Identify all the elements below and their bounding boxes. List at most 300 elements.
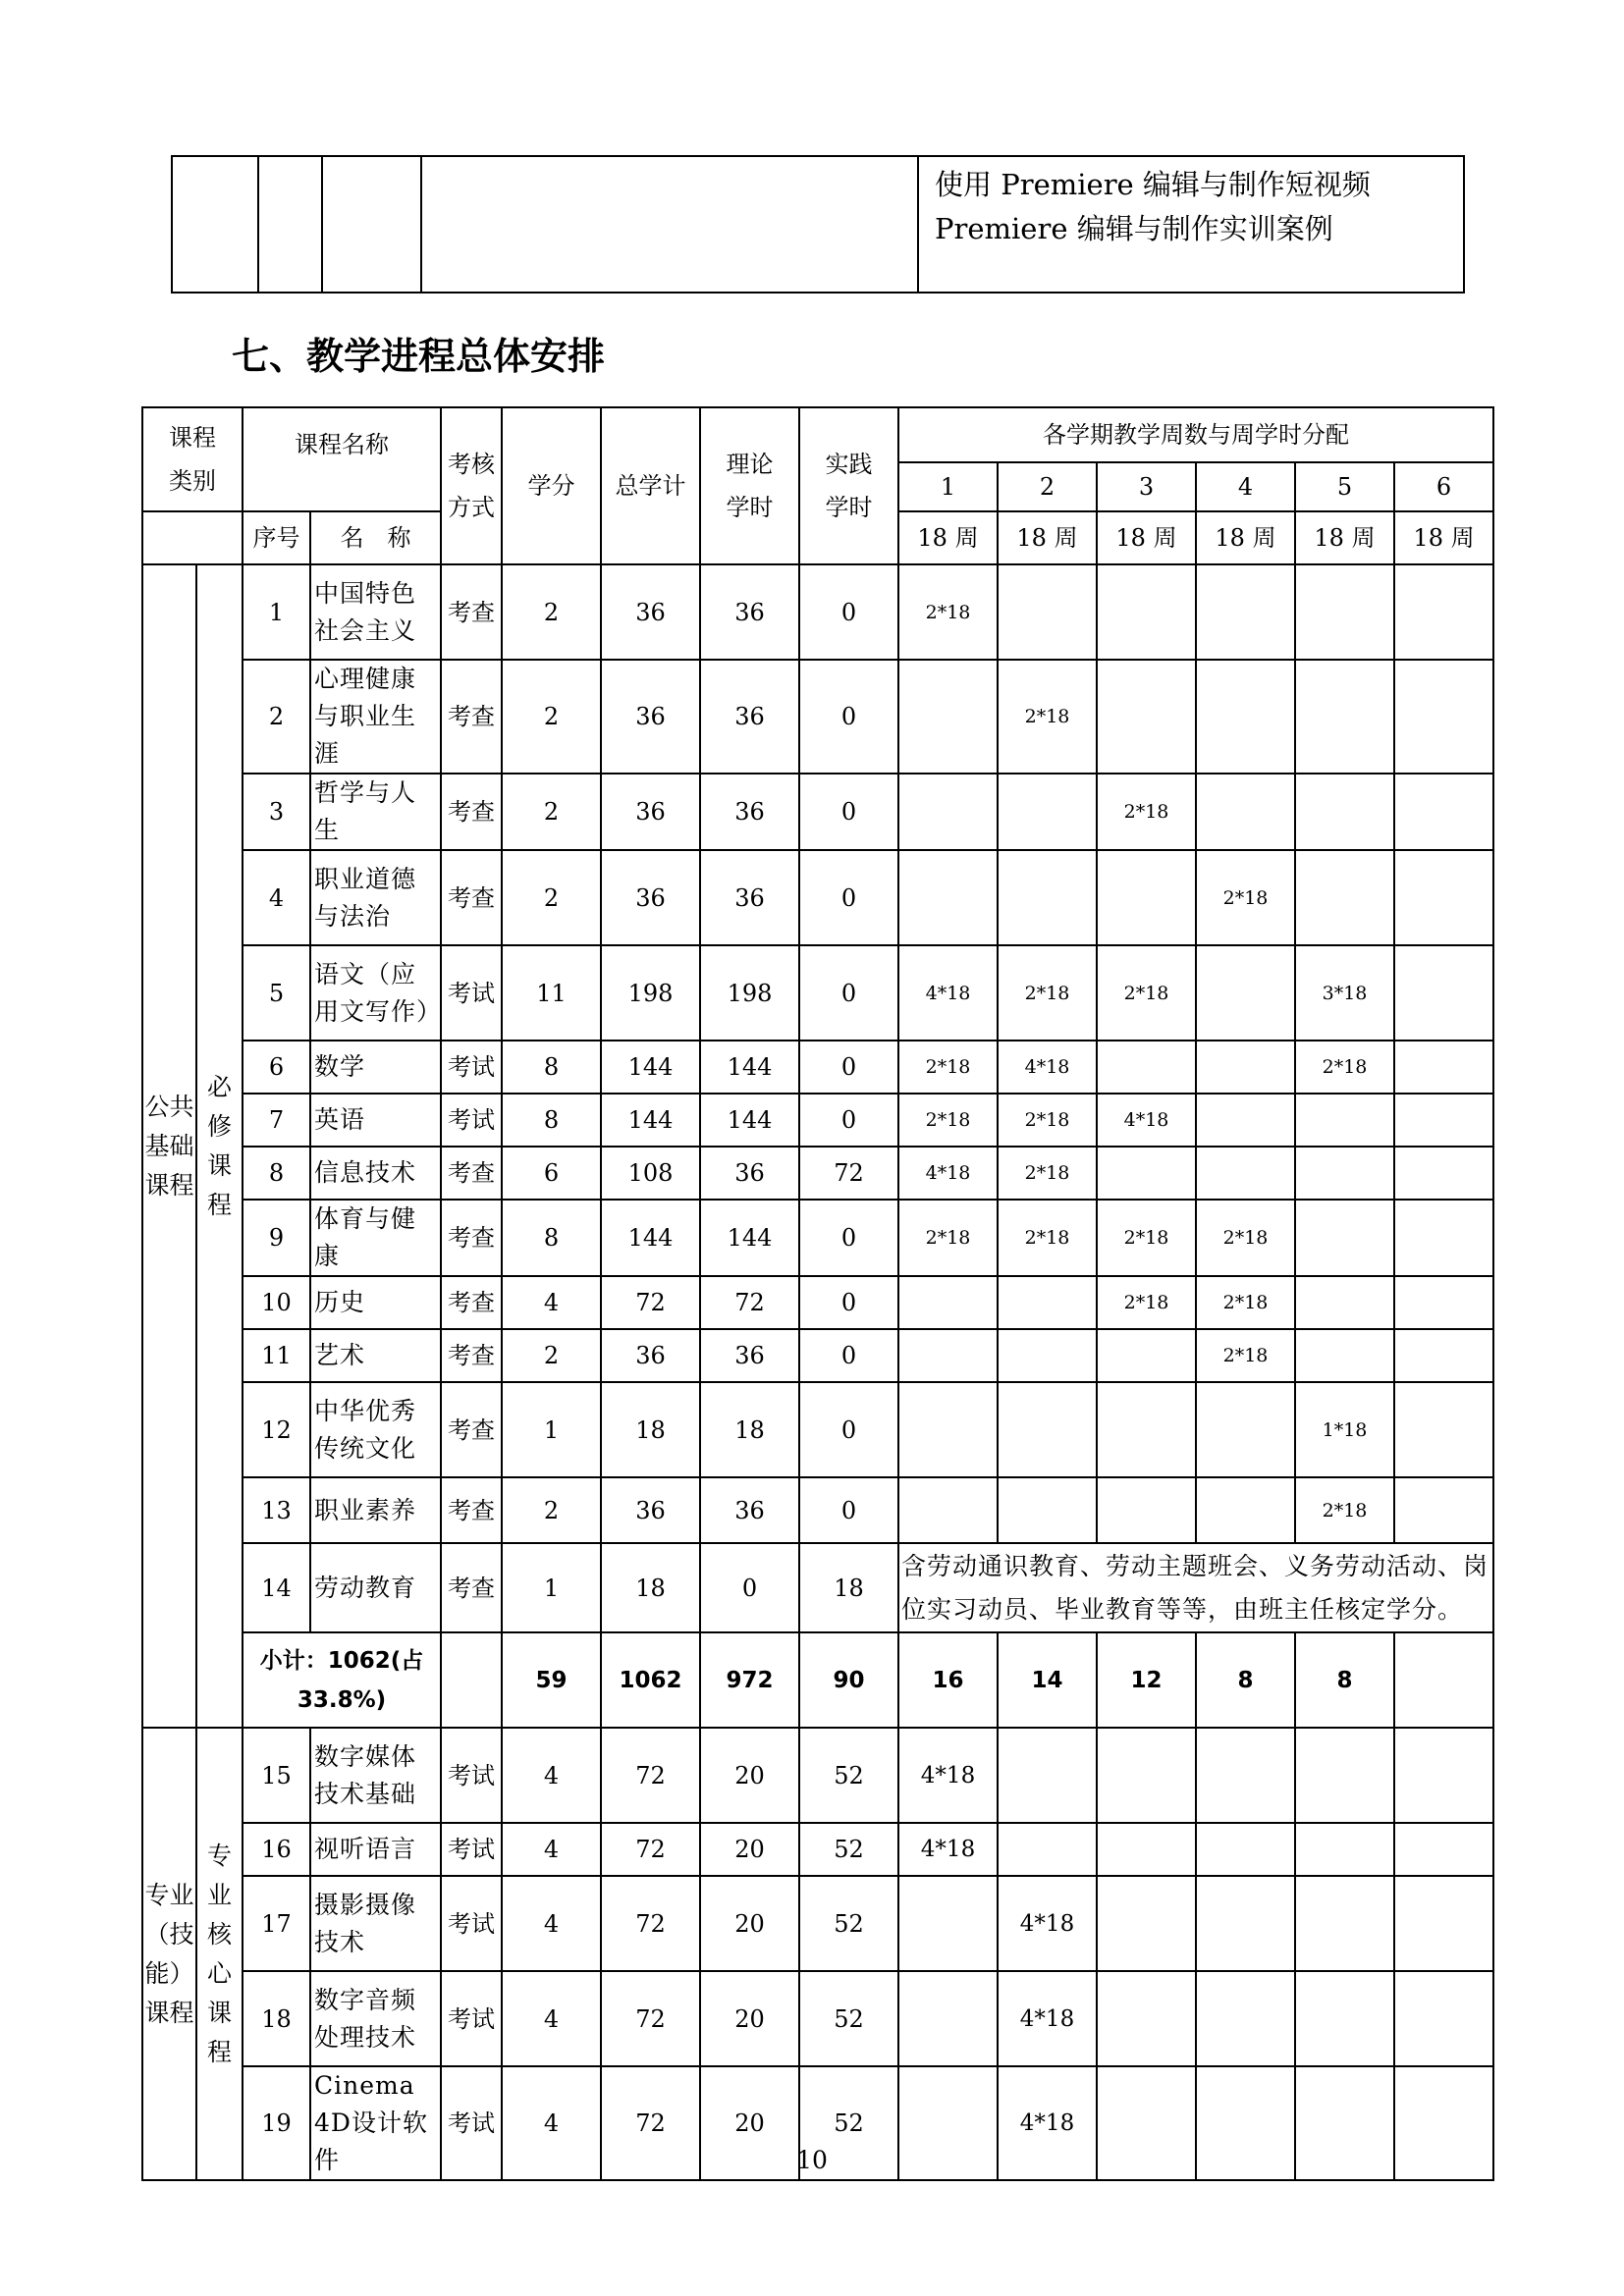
teaching-schedule-table <box>141 406 1494 2181</box>
header-theory-text: 理论学时 <box>726 451 774 521</box>
course-name: 数字音频处理技术 <box>310 1971 441 2066</box>
header-practice-hours <box>799 407 898 564</box>
subtotal-semester: 8 <box>1295 1632 1394 1728</box>
semester-allocation: 2*18 <box>1097 1200 1196 1276</box>
semester-allocation: 2*18 <box>1295 1477 1394 1543</box>
table-row <box>142 1041 1493 1094</box>
header-semester: 4 <box>1196 462 1295 511</box>
table-row <box>142 1329 1493 1382</box>
course-name: 数学 <box>310 1041 441 1094</box>
semester-allocation <box>898 1276 998 1329</box>
semester-allocation <box>998 1477 1097 1543</box>
credits: 2 <box>502 564 601 660</box>
total-hours: 36 <box>601 1329 700 1382</box>
course-name: 哲学与人生 <box>310 774 441 850</box>
theory-hours: 36 <box>700 1329 799 1382</box>
exam-type: 考查 <box>441 1329 502 1382</box>
credits: 4 <box>502 1876 601 1971</box>
semester-allocation <box>898 850 998 945</box>
credits: 2 <box>502 774 601 850</box>
total-hours: 198 <box>601 945 700 1041</box>
credits: 4 <box>502 1728 601 1823</box>
theory-hours: 20 <box>700 1823 799 1876</box>
empty-cell <box>172 156 258 293</box>
total-hours: 36 <box>601 850 700 945</box>
table-row <box>142 660 1493 774</box>
header-practice-text: 实践学时 <box>825 451 873 521</box>
category-cell-text: 专业（技能）课程 <box>144 1880 194 2027</box>
theory-hours: 20 <box>700 1728 799 1823</box>
semester-allocation: 4*18 <box>898 1728 998 1823</box>
course-name: 摄影摄像技术 <box>310 1876 441 1971</box>
credits: 1 <box>502 1543 601 1632</box>
course-no: 8 <box>243 1147 310 1200</box>
semester-allocation: 1*18 <box>1295 1382 1394 1477</box>
semester-allocation <box>1097 1382 1196 1477</box>
table-row <box>142 1876 1493 1971</box>
practice-hours: 0 <box>799 1094 898 1147</box>
exam-type: 考查 <box>441 1200 502 1276</box>
category-cell <box>142 564 196 1728</box>
total-hours: 72 <box>601 1728 700 1823</box>
semester-allocation <box>1097 1823 1196 1876</box>
semester-allocation: 2*18 <box>898 564 998 660</box>
credits: 4 <box>502 1823 601 1876</box>
course-name: 体育与健康 <box>310 1200 441 1276</box>
semester-allocation <box>1097 1477 1196 1543</box>
practice-hours: 0 <box>799 1329 898 1382</box>
content-cell <box>918 156 1464 293</box>
subtotal-total: 1062 <box>601 1632 700 1728</box>
theory-hours: 144 <box>700 1200 799 1276</box>
course-name: 劳动教育 <box>310 1543 441 1632</box>
header-semester: 1 <box>898 462 998 511</box>
exam-type: 考查 <box>441 1543 502 1632</box>
credits: 2 <box>502 660 601 774</box>
table-row <box>142 1147 1493 1200</box>
subtotal-semester: 14 <box>998 1632 1097 1728</box>
total-hours: 72 <box>601 1876 700 1971</box>
credits: 2 <box>502 1477 601 1543</box>
subtotal-semester: 12 <box>1097 1632 1196 1728</box>
course-no: 5 <box>243 945 310 1041</box>
total-hours: 72 <box>601 1276 700 1329</box>
semester-allocation <box>1295 1728 1394 1823</box>
credits: 4 <box>502 2066 601 2180</box>
theory-hours: 20 <box>700 1876 799 1971</box>
semester-allocation <box>1295 1823 1394 1876</box>
page-number: 10 <box>796 2146 828 2174</box>
course-name: 职业道德与法治 <box>310 850 441 945</box>
semester-allocation: 4*18 <box>1097 1094 1196 1147</box>
course-no: 14 <box>243 1543 310 1632</box>
total-hours: 144 <box>601 1041 700 1094</box>
practice-hours: 0 <box>799 1041 898 1094</box>
semester-allocation <box>1196 1147 1295 1200</box>
empty-cell <box>322 156 421 293</box>
course-no: 19 <box>243 2066 310 2180</box>
practice-hours: 0 <box>799 1276 898 1329</box>
exam-type: 考试 <box>441 1728 502 1823</box>
header-semester: 6 <box>1394 462 1493 511</box>
course-no: 17 <box>243 1876 310 1971</box>
semester-allocation <box>1295 564 1394 660</box>
header-exam <box>441 407 502 564</box>
semester-allocation: 4*18 <box>998 2066 1097 2180</box>
table-row <box>142 1276 1493 1329</box>
header-semester: 3 <box>1097 462 1196 511</box>
practice-hours: 0 <box>799 1382 898 1477</box>
header-semester: 5 <box>1295 462 1394 511</box>
subtotal-theory: 972 <box>700 1632 799 1728</box>
semester-allocation <box>1097 1971 1196 2066</box>
semester-allocation <box>898 1876 998 1971</box>
semester-allocation <box>1394 1876 1493 1971</box>
credits: 2 <box>502 850 601 945</box>
subtotal-semester: 16 <box>898 1632 998 1728</box>
semester-allocation: 2*18 <box>898 1200 998 1276</box>
subtotal-row <box>142 1632 1493 1728</box>
course-no: 4 <box>243 850 310 945</box>
course-name: 艺术 <box>310 1329 441 1382</box>
theory-hours: 18 <box>700 1382 799 1477</box>
exam-type: 考查 <box>441 1147 502 1200</box>
semester-allocation <box>898 1382 998 1477</box>
header-weeks: 18 周 <box>1097 511 1196 564</box>
semester-allocation <box>1394 1728 1493 1823</box>
practice-hours: 0 <box>799 850 898 945</box>
semester-allocation <box>1295 1200 1394 1276</box>
semester-allocation <box>1394 1382 1493 1477</box>
category-cell <box>142 1728 196 2180</box>
header-category-text: 课程类别 <box>169 424 216 495</box>
theory-hours: 20 <box>700 1971 799 2066</box>
total-hours: 144 <box>601 1094 700 1147</box>
table-row <box>142 1382 1493 1477</box>
semester-allocation <box>1097 1329 1196 1382</box>
semester-allocation <box>1196 1728 1295 1823</box>
table-row <box>142 850 1493 945</box>
semester-allocation <box>1196 660 1295 774</box>
semester-allocation <box>1394 850 1493 945</box>
practice-hours: 52 <box>799 1728 898 1823</box>
semester-allocation: 2*18 <box>1097 1276 1196 1329</box>
subcategory-cell <box>196 1728 243 2180</box>
theory-hours: 36 <box>700 1477 799 1543</box>
semester-allocation <box>1394 1477 1493 1543</box>
semester-allocation <box>1295 1329 1394 1382</box>
semester-allocation <box>898 1477 998 1543</box>
semester-allocation: 3*18 <box>1295 945 1394 1041</box>
semester-allocation <box>1295 1971 1394 2066</box>
semester-allocation: 2*18 <box>1196 1329 1295 1382</box>
total-hours: 36 <box>601 660 700 774</box>
semester-allocation <box>1394 1823 1493 1876</box>
semester-allocation <box>1295 1876 1394 1971</box>
subtotal-semester <box>1394 1632 1493 1728</box>
header-row <box>142 407 1493 462</box>
table-row <box>142 774 1493 850</box>
subtotal-credits: 59 <box>502 1632 601 1728</box>
total-hours: 72 <box>601 1971 700 2066</box>
semester-allocation <box>1196 1477 1295 1543</box>
course-name: 中国特色社会主义 <box>310 564 441 660</box>
table-row <box>142 1823 1493 1876</box>
theory-hours: 72 <box>700 1276 799 1329</box>
course-name: 中华优秀传统文化 <box>310 1382 441 1477</box>
theory-hours: 36 <box>700 774 799 850</box>
semester-allocation <box>998 564 1097 660</box>
subcategory-cell <box>196 564 243 1728</box>
semester-allocation: 4*18 <box>998 1876 1097 1971</box>
semester-allocation <box>1196 774 1295 850</box>
semester-allocation: 2*18 <box>898 1041 998 1094</box>
practice-hours: 52 <box>799 1971 898 2066</box>
theory-hours: 20 <box>700 2066 799 2180</box>
credits: 8 <box>502 1200 601 1276</box>
header-theory-hours <box>700 407 799 564</box>
semester-allocation <box>1394 1200 1493 1276</box>
semester-allocation <box>1394 1041 1493 1094</box>
continuation-table <box>171 155 1465 294</box>
exam-type: 考查 <box>441 774 502 850</box>
table-row <box>142 1971 1493 2066</box>
semester-allocation <box>998 1823 1097 1876</box>
semester-allocation <box>898 660 998 774</box>
exam-type: 考查 <box>441 660 502 774</box>
semester-allocation: 4*18 <box>998 1041 1097 1094</box>
practice-hours: 0 <box>799 1477 898 1543</box>
semester-allocation <box>1097 1147 1196 1200</box>
credits: 1 <box>502 1382 601 1477</box>
semester-allocation: 2*18 <box>1097 774 1196 850</box>
semester-allocation <box>1196 1382 1295 1477</box>
semester-allocation: 2*18 <box>898 1094 998 1147</box>
semester-allocation <box>1295 1147 1394 1200</box>
course-no: 13 <box>243 1477 310 1543</box>
semester-allocation <box>1295 1094 1394 1147</box>
semester-allocation: 2*18 <box>998 1094 1097 1147</box>
practice-hours: 0 <box>799 774 898 850</box>
semester-allocation <box>1196 945 1295 1041</box>
header-total-hours: 总学计 <box>601 407 700 564</box>
total-hours: 72 <box>601 1823 700 1876</box>
semester-allocation: 2*18 <box>1295 1041 1394 1094</box>
schedule-body <box>142 407 1493 2180</box>
header-semester-group: 各学期教学周数与周学时分配 <box>898 407 1493 462</box>
exam-type: 考查 <box>441 1477 502 1543</box>
subcategory-cell-text: 专业核心课程 <box>206 1841 232 2066</box>
table-row <box>142 945 1493 1041</box>
table-row <box>142 1094 1493 1147</box>
total-hours: 108 <box>601 1147 700 1200</box>
credits: 6 <box>502 1147 601 1200</box>
course-name: 英语 <box>310 1094 441 1147</box>
exam-type: 考试 <box>441 1041 502 1094</box>
semester-allocation <box>1295 660 1394 774</box>
theory-hours: 144 <box>700 1041 799 1094</box>
semester-allocation <box>1394 1276 1493 1329</box>
credits: 4 <box>502 1276 601 1329</box>
practice-hours: 0 <box>799 660 898 774</box>
practice-hours: 72 <box>799 1147 898 1200</box>
semester-allocation <box>1394 660 1493 774</box>
exam-type: 考试 <box>441 1876 502 1971</box>
practice-hours: 52 <box>799 1876 898 1971</box>
table-row <box>142 1477 1493 1543</box>
semester-allocation: 2*18 <box>1196 1200 1295 1276</box>
header-name: 名 称 <box>310 511 441 564</box>
semester-allocation <box>1394 1147 1493 1200</box>
continuation-row <box>172 156 1464 293</box>
course-no: 7 <box>243 1094 310 1147</box>
semester-allocation: 2*18 <box>998 1200 1097 1276</box>
course-name: 数字媒体技术基础 <box>310 1728 441 1823</box>
content-line: Premiere 编辑与制作实训案例 <box>935 212 1333 245</box>
course-no: 15 <box>243 1728 310 1823</box>
semester-allocation <box>1394 1329 1493 1382</box>
semester-allocation <box>1196 1041 1295 1094</box>
subtotal-semester: 8 <box>1196 1632 1295 1728</box>
semester-allocation: 4*18 <box>898 1823 998 1876</box>
header-weeks: 18 周 <box>1196 511 1295 564</box>
semester-allocation <box>1196 1876 1295 1971</box>
practice-hours: 0 <box>799 945 898 1041</box>
header-weeks: 18 周 <box>1394 511 1493 564</box>
course-name: 心理健康与职业生涯 <box>310 660 441 774</box>
semester-allocation: 4*18 <box>898 945 998 1041</box>
theory-hours: 198 <box>700 945 799 1041</box>
semester-allocation: 2*18 <box>1196 1276 1295 1329</box>
theory-hours: 36 <box>700 564 799 660</box>
header-weeks: 18 周 <box>998 511 1097 564</box>
practice-hours: 18 <box>799 1543 898 1632</box>
semester-allocation <box>1394 564 1493 660</box>
course-no: 18 <box>243 1971 310 2066</box>
exam-type: 考查 <box>441 1382 502 1477</box>
semester-allocation <box>1097 850 1196 945</box>
total-hours: 36 <box>601 1477 700 1543</box>
empty-cell <box>421 156 918 293</box>
semester-allocation: 2*18 <box>998 660 1097 774</box>
exam-type: 考试 <box>441 2066 502 2180</box>
subtotal-label <box>243 1632 441 1728</box>
course-name: Cinema 4D设计软件 <box>310 2066 441 2180</box>
semester-allocation <box>998 1276 1097 1329</box>
semester-allocation <box>1196 564 1295 660</box>
header-seq: 序号 <box>243 511 310 564</box>
course-name: 视听语言 <box>310 1823 441 1876</box>
exam-type: 考试 <box>441 1971 502 2066</box>
content-line: 使用 Premiere 编辑与制作短视频 <box>935 168 1371 201</box>
semester-allocation: 4*18 <box>898 1147 998 1200</box>
semester-allocation: 2*18 <box>1196 850 1295 945</box>
semester-allocation <box>1394 1971 1493 2066</box>
course-no: 9 <box>243 1200 310 1276</box>
semester-allocation <box>1394 1094 1493 1147</box>
total-hours: 144 <box>601 1200 700 1276</box>
practice-hours: 0 <box>799 564 898 660</box>
practice-hours: 0 <box>799 1200 898 1276</box>
table-row <box>142 1200 1493 1276</box>
exam-type: 考试 <box>441 1823 502 1876</box>
exam-type: 考查 <box>441 564 502 660</box>
course-no: 6 <box>243 1041 310 1094</box>
semester-allocation <box>1295 1276 1394 1329</box>
semester-allocation <box>1394 945 1493 1041</box>
subtotal-empty <box>441 1632 502 1728</box>
credits: 8 <box>502 1094 601 1147</box>
semester-allocation <box>998 774 1097 850</box>
semester-allocation <box>898 1971 998 2066</box>
total-hours: 72 <box>601 2066 700 2180</box>
semester-allocation <box>1097 660 1196 774</box>
subcategory-cell-text: 必修课程 <box>206 1072 232 1219</box>
header-empty <box>142 511 243 564</box>
category-cell-text: 公共基础课程 <box>144 1092 194 1200</box>
course-name: 职业素养 <box>310 1477 441 1543</box>
semester-allocation <box>1196 1823 1295 1876</box>
semester-allocation <box>1097 564 1196 660</box>
empty-cell <box>258 156 322 293</box>
total-hours: 18 <box>601 1543 700 1632</box>
header-semester: 2 <box>998 462 1097 511</box>
header-category <box>142 407 243 511</box>
table-row <box>142 1728 1493 1823</box>
semester-allocation <box>1097 1876 1196 1971</box>
header-course-name: 课程名称 <box>243 407 441 511</box>
exam-type: 考试 <box>441 945 502 1041</box>
semester-allocation <box>1196 1094 1295 1147</box>
total-hours: 18 <box>601 1382 700 1477</box>
exam-type: 考查 <box>441 850 502 945</box>
course-no: 3 <box>243 774 310 850</box>
course-name: 语文（应用文写作） <box>310 945 441 1041</box>
semester-allocation <box>998 1728 1097 1823</box>
semester-allocation <box>998 1329 1097 1382</box>
header-weeks: 18 周 <box>898 511 998 564</box>
semester-allocation: 2*18 <box>998 1147 1097 1200</box>
credits: 8 <box>502 1041 601 1094</box>
semester-allocation <box>1394 774 1493 850</box>
semester-allocation: 2*18 <box>1097 945 1196 1041</box>
table-row <box>142 564 1493 660</box>
exam-type: 考查 <box>441 1276 502 1329</box>
course-no: 11 <box>243 1329 310 1382</box>
total-hours: 36 <box>601 774 700 850</box>
exam-type: 考试 <box>441 1094 502 1147</box>
subtotal-practice: 90 <box>799 1632 898 1728</box>
labor-note: 含劳动通识教育、劳动主题班会、义务劳动活动、岗位实习动员、毕业教育等等，由班主任核定学分。 <box>898 1543 1493 1632</box>
semester-allocation <box>898 774 998 850</box>
semester-allocation <box>1097 1041 1196 1094</box>
semester-allocation <box>1295 774 1394 850</box>
section-title: 七、教学进程总体安排 <box>232 335 606 378</box>
semester-allocation: 2*18 <box>998 945 1097 1041</box>
theory-hours: 36 <box>700 660 799 774</box>
subtotal-label-text: 小计：1062(占33.8%) <box>259 1647 424 1713</box>
header-weeks: 18 周 <box>1295 511 1394 564</box>
semester-allocation <box>1196 1971 1295 2066</box>
theory-hours: 0 <box>700 1543 799 1632</box>
credits: 4 <box>502 1971 601 2066</box>
practice-hours: 52 <box>799 2066 898 2180</box>
course-name: 历史 <box>310 1276 441 1329</box>
credits: 11 <box>502 945 601 1041</box>
course-no: 16 <box>243 1823 310 1876</box>
total-hours: 36 <box>601 564 700 660</box>
semester-allocation <box>1097 1728 1196 1823</box>
